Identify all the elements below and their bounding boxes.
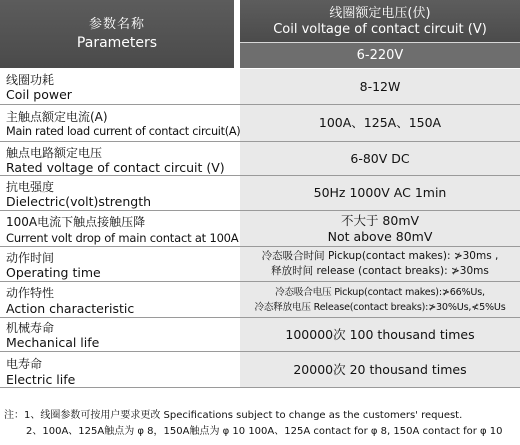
- parameter-name-en: Current volt drop of main contact at 100A: [6, 231, 239, 245]
- spec-row: [0, 69, 520, 105]
- value-cell: [240, 142, 520, 175]
- parameter-cell: [0, 176, 234, 210]
- parameter-cell: [0, 352, 234, 387]
- parameter-name-zh: 触点电路额定电压: [6, 146, 103, 160]
- spec-row: [0, 211, 520, 247]
- parameter-name-en: Action characteristic: [6, 301, 135, 316]
- value-text: 100000次 100 thousand times: [285, 326, 475, 342]
- parameter-name-en: Rated voltage of contact circuit (V): [6, 160, 225, 175]
- value-cell: [240, 69, 520, 104]
- note-1: 注：1、线圈参数可按用户要求更改 Specifications subject to change as the customers' request.: [4, 410, 463, 421]
- parameter-name-zh: 电寿命: [6, 357, 43, 371]
- value-text: 释放时间 release (contact breaks): ≯30ms: [271, 265, 489, 277]
- parameter-name-zh: 线圈功耗: [6, 73, 55, 87]
- value-cell: [240, 352, 520, 387]
- value-text: 不大于 80mV: [340, 212, 420, 228]
- value-text: 100A、125A、150A: [318, 115, 442, 130]
- value-text: 20000次 20 thousand times: [293, 361, 467, 377]
- value-cell: [240, 211, 520, 246]
- spec-row: [0, 247, 520, 282]
- value-cell: [240, 282, 520, 317]
- spec-row: [0, 352, 520, 388]
- parameter-name-en: Electric life: [6, 372, 76, 387]
- value-text: 冷态吸合时间 Pickup(contact makes): ≯30ms ,: [261, 250, 499, 262]
- value-text: 8-12W: [359, 78, 401, 94]
- spec-row: [0, 282, 520, 318]
- value-cell: [240, 318, 520, 351]
- value-text: 6-80V DC: [350, 150, 410, 166]
- parameter-name-zh: 动作时间: [6, 251, 55, 265]
- parameter-cell: [0, 69, 234, 104]
- parameter-name-en: Coil power: [6, 87, 72, 102]
- parameter-name-zh: 100A电流下触点接触压降: [6, 215, 146, 229]
- value-cell: [240, 247, 520, 281]
- parameter-cell: [0, 247, 234, 281]
- parameter-name-zh: 动作特性: [6, 286, 55, 300]
- coil-voltage-range: 6-220V: [240, 43, 520, 68]
- parameter-name-zh: 主触点额定电流(A): [6, 110, 108, 124]
- parameters-header: [0, 0, 234, 68]
- parameter-cell: [0, 142, 234, 175]
- parameters-header-en: Parameters: [76, 35, 158, 51]
- note-2: 2、100A、125A触点为 φ 8，150A触点为 φ 10 100A、125A contact for φ 8, 150A contact for φ 10: [26, 426, 503, 437]
- parameter-cell: [0, 211, 239, 246]
- value-text: 50Hz 1000V AC 1min: [313, 185, 447, 200]
- parameter-name-en: Mechanical life: [6, 335, 100, 350]
- coil-voltage-header: [240, 0, 520, 68]
- parameter-name-zh: 机械寿命: [6, 321, 55, 335]
- parameter-cell: [0, 282, 234, 317]
- notes: [4, 408, 520, 440]
- spec-row: [0, 318, 520, 352]
- value-text: 冷态吸合电压 Pickup(contact makes):≯66%Us,: [275, 286, 485, 298]
- value-cell: [240, 105, 520, 141]
- parameter-name-en: Main rated load current of contact circuit(A): [6, 125, 241, 138]
- coil-voltage-header-en: Coil voltage of contact circuit (V): [273, 22, 487, 37]
- parameter-name-en: Operating time: [6, 265, 101, 280]
- parameter-cell: [0, 318, 234, 351]
- value-text: Not above 80mV: [327, 228, 433, 244]
- parameter-name-en: Dielectric(volt)strength: [6, 194, 152, 209]
- coil-voltage-title: [240, 0, 520, 43]
- value-cell: [240, 176, 520, 210]
- spec-row: [0, 176, 520, 211]
- row-divider: [0, 387, 520, 388]
- parameter-cell: [0, 105, 241, 141]
- coil-voltage-header-zh: 线圈额定电压(伏): [329, 6, 431, 21]
- spec-row: [0, 142, 520, 176]
- parameter-name-zh: 抗电强度: [6, 180, 55, 194]
- spec-row: [0, 105, 520, 142]
- parameters-header-zh: 参数名称: [88, 17, 145, 32]
- value-text: 冷态释放电压 Release(contact breaks):≯30%Us,≮5%Us: [254, 301, 506, 313]
